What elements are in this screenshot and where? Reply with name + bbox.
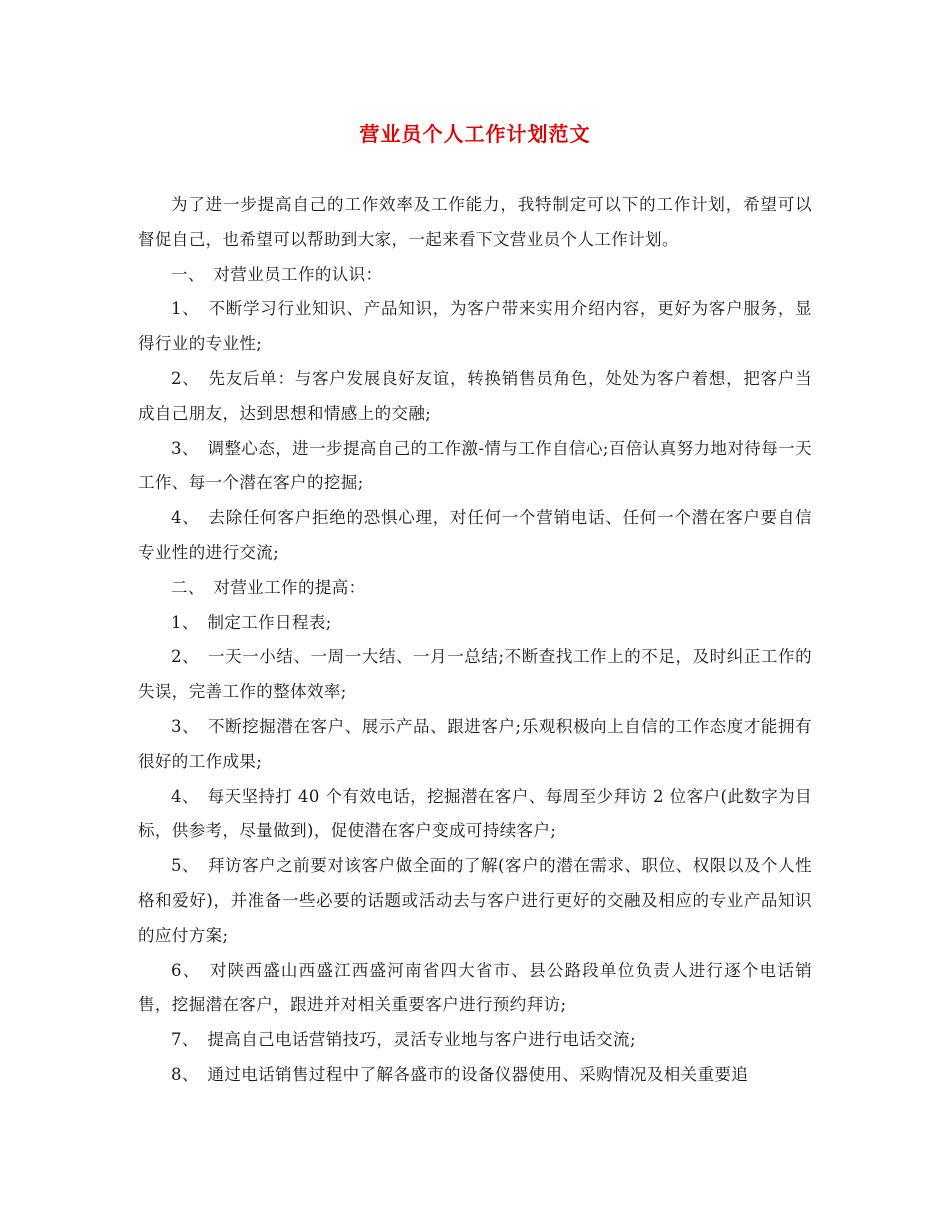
- paragraph-1-1: 1、 不断学习行业知识、产品知识，为客户带来实用介绍内容，更好为客户服务，显得行业的专业性;: [138, 299, 812, 354]
- document-title: 营业员个人工作计划范文: [359, 122, 591, 146]
- paragraph-1-2: 2、 先友后单：与客户发展良好友谊，转换销售员角色，处处为客户着想，把客户当成自己朋友，达到思想和情感上的交融;: [138, 368, 812, 423]
- paragraph-2-8: 8、 通过电话销售过程中了解各盛市的设备仪器使用、采购情况及相关重要追: [171, 1064, 749, 1084]
- paragraph-2-1: 1、 制定工作日程表;: [171, 612, 332, 632]
- paragraph-2-7: 7、 提高自己电话营销技巧，灵活专业地与客户进行电话交流;: [171, 1030, 636, 1050]
- paragraph-intro: 为了进一步提高自己的工作效率及工作能力，我特制定可以下的工作计划，希望可以督促自己，也希望可以帮助到大家，一起来看下文营业员个人工作计划。: [138, 195, 812, 249]
- paragraph-2-4: 4、 每天坚持打 40 个有效电话，挖掘潜在客户、每周至少拜访 2 位客户(此数字为目标，供参考，尽量做到)，促使潜在客户变成可持续客户;: [138, 786, 812, 841]
- paragraph-section-1-heading: 一、 对营业员工作的认识：: [171, 264, 383, 284]
- paragraph-section-2-heading: 二、 对营业工作的提高：: [171, 577, 366, 597]
- paragraph-2-6: 6、 对陕西盛山西盛江西盛河南省四大省市、县公路段单位负责人进行逐个电话销售，挖掘潜在客户，跟进并对相关重要客户进行预约拜访;: [138, 960, 812, 1015]
- paragraph-2-2: 2、 一天一小结、一周一大结、一月一总结;不断查找工作上的不足，及时纠正工作的失误，完善工作的整体效率;: [138, 647, 812, 702]
- paragraph-1-3: 3、 调整心态，进一步提高自己的工作激-情与工作自信心;百倍认真努力地对待每一天工作、每一个潜在客户的挖掘;: [138, 438, 812, 493]
- paragraph-1-4: 4、 去除任何客户拒绝的恐惧心理，对任何一个营销电话、任何一个潜在客户要自信专业性的进行交流;: [138, 508, 812, 562]
- paragraph-2-3: 3、 不断挖掘潜在客户、展示产品、跟进客户;乐观积极向上自信的工作态度才能拥有很好的工作成果;: [138, 716, 812, 771]
- paragraph-2-5: 5、 拜访客户之前要对该客户做全面的了解(客户的潜在需求、职位、权限以及个人性格和爱好)，并准备一些必要的话题或活动去与客户进行更好的交融及相应的专业产品知识的应付方案;: [138, 856, 812, 945]
- document-page: [138, 118, 812, 1093]
